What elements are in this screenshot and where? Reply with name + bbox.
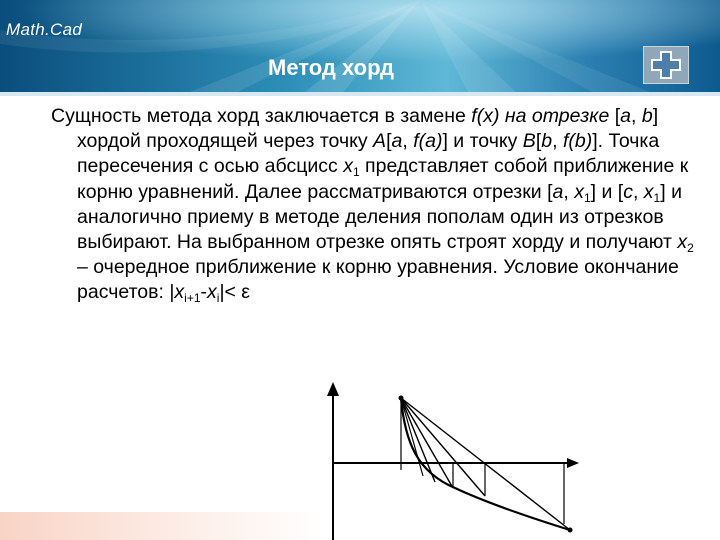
text-segment: , [402, 130, 414, 153]
subscript: 1 [583, 190, 591, 205]
text-segment: [ [386, 130, 392, 153]
variable-x: x [643, 180, 654, 203]
x-axis-arrow [567, 458, 579, 468]
variable-c: c [623, 180, 633, 203]
text-segment: ] хордой проходящей через точку [77, 105, 659, 153]
point-a-marker [399, 396, 404, 401]
subscript: 1 [653, 190, 661, 205]
slide-header [0, 0, 720, 96]
point-b: B [522, 130, 536, 153]
variable-b: b [541, 130, 553, 153]
text-segment: [ [609, 105, 621, 127]
text-segment: [ [535, 130, 542, 153]
subscript: 1 [352, 165, 360, 180]
y-axis-arrow [327, 382, 339, 396]
cross-logo-icon [643, 46, 689, 84]
text-segment: , [632, 180, 644, 203]
point-b-marker [568, 528, 573, 533]
app-name: Math.Cad [6, 20, 83, 39]
text-segment: – очередное приближение к корню уравнения. Условие окончание расчетов: | [77, 256, 679, 304]
point-a: A [373, 130, 387, 153]
variable-x: x [207, 281, 217, 304]
slide-title: Метод хорд [268, 55, 394, 80]
subscript: i+1 [184, 291, 201, 306]
header-background-rays [0, 0, 720, 96]
text-segment: , [563, 180, 575, 203]
text-segment: Сущность метода хорд заключается в замене [51, 105, 472, 127]
variable-x: x [343, 155, 353, 178]
function-at-a: f(a) [413, 130, 443, 153]
variable-a: a [620, 105, 632, 127]
text-segment: представляет собой приближение к корню уравнений. Далее рассматриваются отрезки [ [77, 155, 689, 203]
text-segment: - [200, 281, 208, 304]
text-segment: ] и точку [442, 130, 523, 153]
header-divider [0, 92, 720, 96]
function-at-b: f(b) [562, 130, 593, 153]
text-segment: ] и [ [590, 180, 624, 203]
subscript: 2 [687, 241, 694, 256]
method-description [51, 104, 709, 306]
chord-line [401, 398, 453, 488]
text-segment: , [631, 105, 642, 127]
text-segment: , [552, 130, 563, 153]
chord-method-diagram [305, 372, 593, 540]
variable-x: x [677, 231, 688, 254]
variable-b: b [641, 105, 653, 127]
subscript: i [216, 291, 220, 306]
text-segment: ] и аналогично приему в методе деления пополам один из отрезков выбирают. На выбранном отрезке опять строят хорду и получают [77, 180, 682, 254]
variable-a: a [552, 180, 564, 203]
text-segment: ]. Точка пересечения с осью абсцисс [77, 130, 660, 178]
variable-a: a [391, 130, 403, 153]
variable-x: x [574, 180, 584, 203]
variable-x: x [174, 281, 185, 304]
chord-line [401, 398, 423, 476]
function-on-interval: f(x) на отрезке [471, 105, 610, 127]
text-segment: |< ε [219, 281, 251, 304]
